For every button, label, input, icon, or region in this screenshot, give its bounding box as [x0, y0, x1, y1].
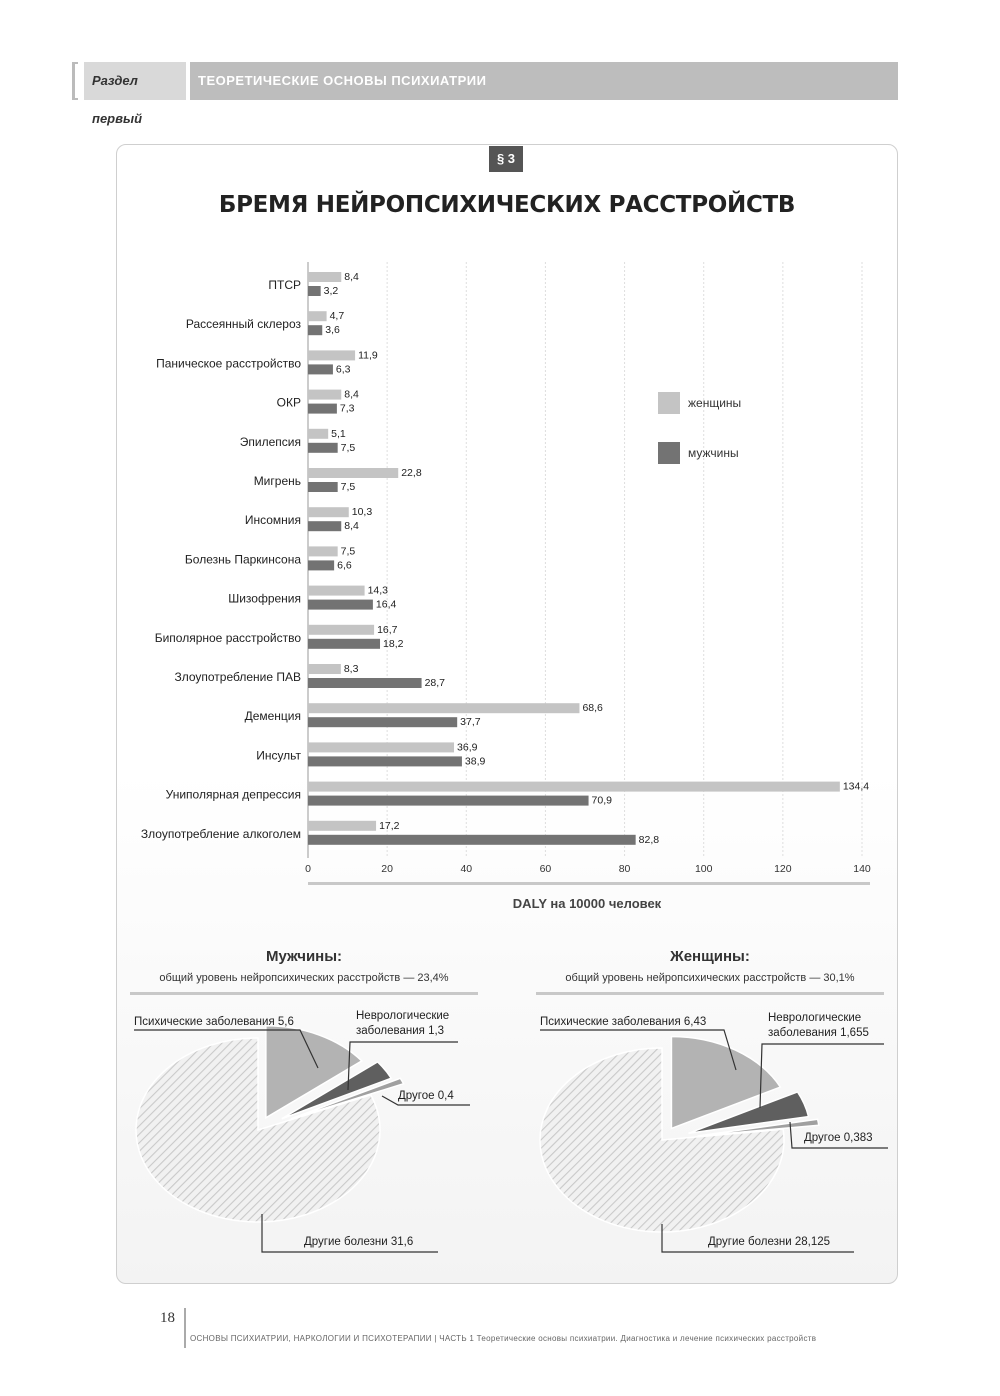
- bar-label-women-6: 10,3: [351, 506, 373, 519]
- pie-men-label-psych: Психические заболевания 5,6: [134, 1016, 294, 1028]
- category-label-7: Болезнь Паркинсона: [184, 552, 301, 567]
- x-tick-120: 120: [774, 863, 792, 875]
- bar-label-men-7: 6,6: [337, 559, 352, 572]
- category-label-2: Паническое расстройство: [156, 356, 301, 371]
- x-tick-140: 140: [853, 863, 871, 875]
- category-label-0: ПТСР: [268, 278, 301, 292]
- pie-women-subtitle: общий уровень нейропсихических расстройств — 30,1%: [565, 972, 855, 984]
- bar-label-women-13: 134,4: [842, 780, 870, 793]
- category-label-10: Злоупотребление ПАВ: [174, 670, 301, 684]
- bar-label-men-12: 38,9: [464, 755, 486, 768]
- pie-men-label-other: Другое 0,4: [398, 1090, 454, 1102]
- category-label-12: Инсульт: [256, 748, 301, 763]
- bar-label-women-3: 8,4: [344, 388, 359, 401]
- category-label-8: Шизофрения: [228, 591, 301, 606]
- bar-label-women-14: 17,2: [379, 819, 400, 832]
- pie-women-label-psych: Психические заболевания 6,43: [540, 1016, 707, 1028]
- x-tick-80: 80: [618, 863, 631, 875]
- category-label-4: Эпилепсия: [239, 434, 301, 449]
- x-tick-100: 100: [694, 863, 713, 875]
- x-tick-60: 60: [539, 863, 552, 875]
- pie-men-label-rest: Другие болезни 31,6: [304, 1236, 414, 1248]
- page-number: 18: [160, 1310, 175, 1326]
- bar-label-men-9: 18,2: [383, 637, 404, 650]
- bar-label-women-2: 11,9: [358, 349, 378, 362]
- bar-label-men-14: 82,8: [638, 833, 660, 846]
- x-tick-20: 20: [381, 863, 393, 875]
- category-label-6: Инсомния: [244, 513, 301, 528]
- section-badge: § 3: [489, 146, 523, 172]
- bar-label-women-5: 22,8: [401, 467, 422, 479]
- pie-men-label-neuro-1: Неврологические: [356, 1010, 450, 1022]
- category-label-5: Мигрень: [253, 474, 301, 488]
- pie-men-subtitle: общий уровень нейропсихических расстройств — 23,4%: [159, 972, 449, 984]
- bar-label-women-0: 8,4: [344, 271, 359, 283]
- bar-label-men-2: 6,3: [335, 363, 351, 376]
- bar-label-women-10: 8,3: [343, 663, 359, 675]
- bar-label-women-9: 16,7: [377, 623, 398, 636]
- bar-label-men-5: 7,5: [340, 481, 356, 493]
- x-axis-label: DALY на 10000 человек: [512, 896, 662, 911]
- pie-men-title: Мужчины:: [265, 948, 343, 965]
- pie-women-label-neuro-1: Неврологические: [768, 1012, 862, 1024]
- bar-label-women-7: 7,5: [340, 545, 356, 558]
- category-label-9: Биполярное расстройство: [154, 630, 301, 645]
- bar-label-men-6: 8,4: [344, 520, 359, 533]
- pie-women-label-rest: Другие болезни 28,125: [708, 1236, 831, 1248]
- x-tick-0: 0: [305, 863, 311, 875]
- bar-label-women-4: 5,1: [331, 427, 346, 440]
- bar-label-women-11: 68,6: [582, 702, 603, 715]
- pie-women-title: Женщины:: [670, 948, 750, 965]
- category-label-11: Деменция: [244, 709, 301, 724]
- footer-divider: [184, 1308, 186, 1348]
- bar-label-men-3: 7,3: [339, 402, 355, 415]
- bar-label-women-8: 14,3: [367, 584, 389, 597]
- bar-label-men-13: 70,9: [591, 794, 612, 807]
- category-label-1: Рассеянный склероз: [185, 317, 301, 332]
- category-label-13: Униполярная депрессия: [165, 787, 301, 802]
- bar-label-men-1: 3,6: [325, 324, 340, 337]
- bar-label-men-10: 28,7: [424, 677, 446, 689]
- footer-text: ОСНОВЫ ПСИХИАТРИИ, НАРКОЛОГИИ И ПСИХОТЕРАПИИ | ЧАСТЬ 1 Теоретические основы психиатрии. Диагностика и лечение психических расстройств: [190, 1334, 817, 1343]
- bar-label-women-1: 4,7: [329, 310, 345, 323]
- bar-label-men-11: 37,7: [460, 716, 481, 729]
- header-title: ТЕОРЕТИЧЕСКИЕ ОСНОВЫ ПСИХИАТРИИ: [190, 62, 898, 100]
- legend-label-women: женщины: [688, 396, 742, 410]
- chart-title: БРЕМЯ НЕЙРОПСИХИЧЕСКИХ РАССТРОЙСТВ: [218, 192, 796, 218]
- legend-label-men: мужчины: [688, 446, 739, 460]
- category-label-14: Злоупотребление алкоголем: [140, 826, 301, 841]
- bar-label-men-0: 3,2: [323, 285, 339, 297]
- category-label-3: ОКР: [276, 395, 301, 410]
- bar-label-men-8: 16,4: [375, 598, 397, 611]
- bar-label-men-4: 7,5: [340, 441, 356, 454]
- bar-label-women-12: 36,9: [457, 741, 478, 754]
- pie-men-label-neuro-2: заболевания 1,3: [356, 1025, 445, 1037]
- pie-women-label-other: Другое 0,383: [804, 1132, 873, 1144]
- pie-women-label-neuro-2: заболевания 1,655: [768, 1027, 869, 1039]
- x-tick-40: 40: [460, 863, 473, 875]
- header-section: Раздел первый: [84, 62, 186, 100]
